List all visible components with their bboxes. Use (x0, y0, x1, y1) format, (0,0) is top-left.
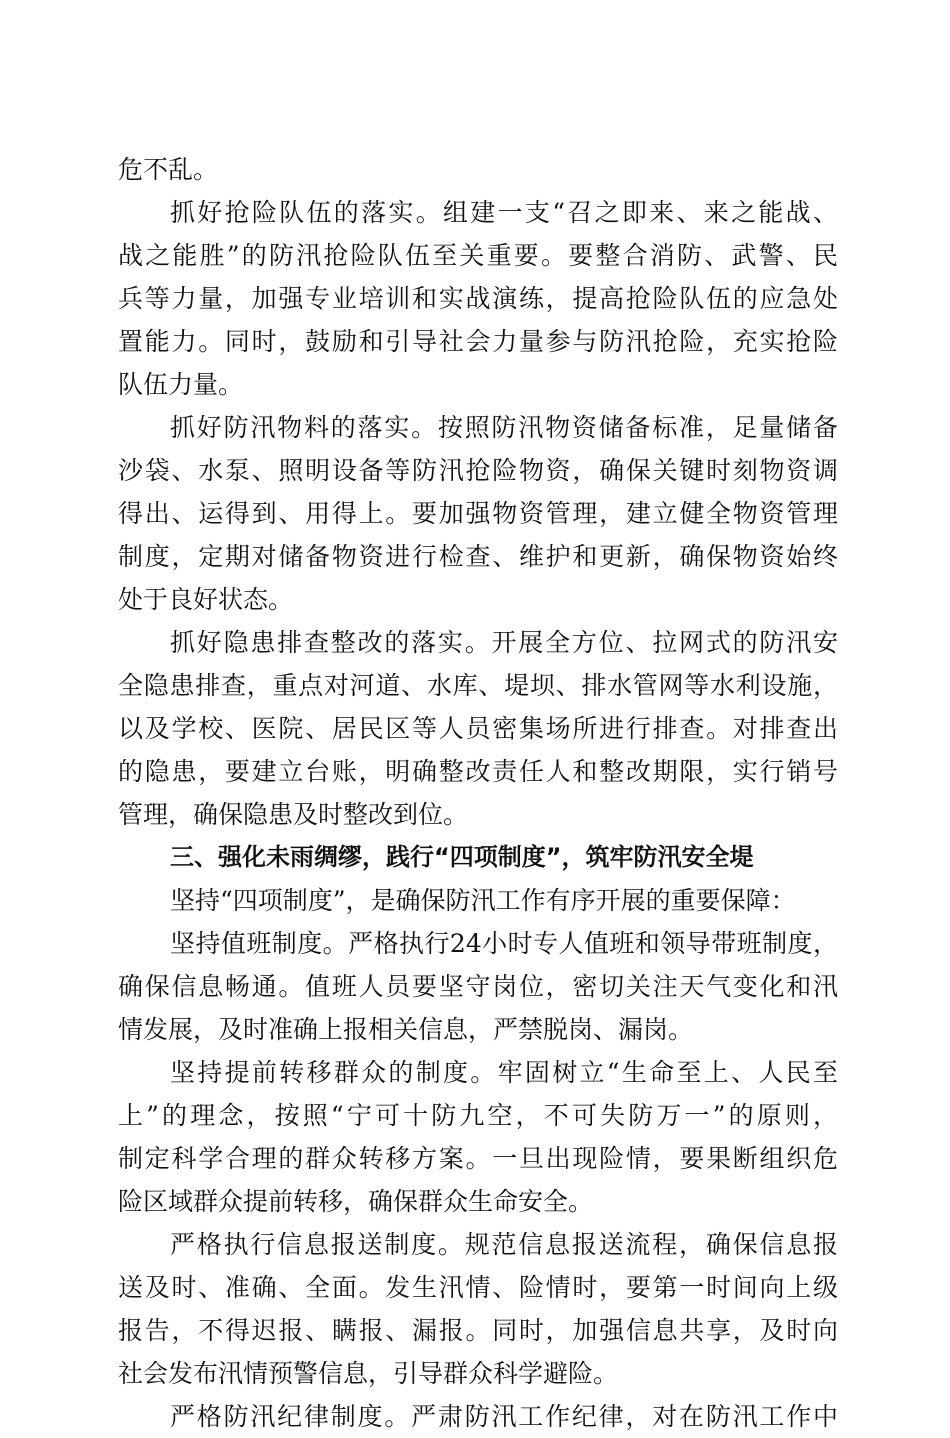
text-line: 的隐患，要建立台账，明确整改责任人和整改期限，实行销号 (118, 757, 838, 786)
text-line: 全隐患排查，重点对河道、水库、堤坝、排水管网等水利设施， (118, 671, 838, 700)
text-line: 送及时、准确、全面。发生汛情、险情时，要第一时间向上级 (118, 1273, 838, 1302)
text-line: 战之能胜”的防汛抢险队伍至关重要。要整合消防、武警、民 (118, 241, 838, 270)
paragraph-four-systems-intro: 坚持“四项制度”，是确保防汛工作有序开展的重要保障： (170, 886, 796, 915)
paragraph-evacuation-system: 坚持提前转移群众的制度。牢固树立“生命至上、人民至 (170, 1058, 838, 1087)
paragraph-rescue-team: 抓好抢险队伍的落实。组建一支“召之即来、来之能战、 (170, 198, 838, 227)
section-heading-three: 三、强化未雨绸缪，践行“四项制度”，筑牢防汛安全堤 (170, 843, 754, 871)
paragraph-reporting-system: 严格执行信息报送制度。规范信息报送流程，确保信息报 (170, 1230, 838, 1259)
text-line: 确保信息畅通。值班人员要坚守岗位，密切关注天气变化和汛 (118, 972, 838, 1001)
text-line: 社会发布汛情预警信息，引导群众科学避险。 (118, 1359, 619, 1388)
text-line: 兵等力量，加强专业培训和实战演练，提高抢险队伍的应急处 (118, 284, 838, 313)
text-line: 上”的理念，按照“宁可十防九空，不可失防万一”的原则， (118, 1101, 838, 1130)
text-line: 沙袋、水泵、照明设备等防汛抢险物资，确保关键时刻物资调 (118, 456, 838, 485)
text-line: 处于良好状态。 (118, 585, 294, 614)
paragraph-hazard-inspection: 抓好隐患排查整改的落实。开展全方位、拉网式的防汛安 (170, 628, 838, 657)
text-line: 队伍力量。 (118, 370, 244, 399)
text-line: 管理，确保隐患及时整改到位。 (118, 800, 469, 829)
paragraph-duty-system: 坚持值班制度。严格执行24小时专人值班和领导带班制度， (170, 929, 838, 958)
paragraph-flood-materials: 抓好防汛物料的落实。按照防汛物资储备标准，足量储备 (170, 413, 838, 442)
text-line: 制度，定期对储备物资进行检查、维护和更新，确保物资始终 (118, 542, 838, 571)
text-line: 报告，不得迟报、瞒报、漏报。同时，加强信息共享，及时向 (118, 1316, 838, 1345)
text-line: 置能力。同时，鼓励和引导社会力量参与防汛抢险，充实抢险 (118, 327, 838, 356)
text-line: 险区域群众提前转移，确保群众生命安全。 (118, 1187, 594, 1216)
text-line-continuation: 危不乱。 (118, 155, 219, 184)
paragraph-discipline-system: 严格防汛纪律制度。严肃防汛工作纪律，对在防汛工作中 (170, 1402, 838, 1431)
text-line: 得出、运得到、用得上。要加强物资管理，建立健全物资管理 (118, 499, 838, 528)
text-line: 制定科学合理的群众转移方案。一旦出现险情，要果断组织危 (118, 1144, 838, 1173)
text-line: 情发展，及时准确上报相关信息，严禁脱岗、漏岗。 (118, 1015, 694, 1044)
text-line: 以及学校、医院、居民区等人员密集场所进行排查。对排查出 (118, 714, 838, 743)
document-page (118, 148, 838, 1438)
